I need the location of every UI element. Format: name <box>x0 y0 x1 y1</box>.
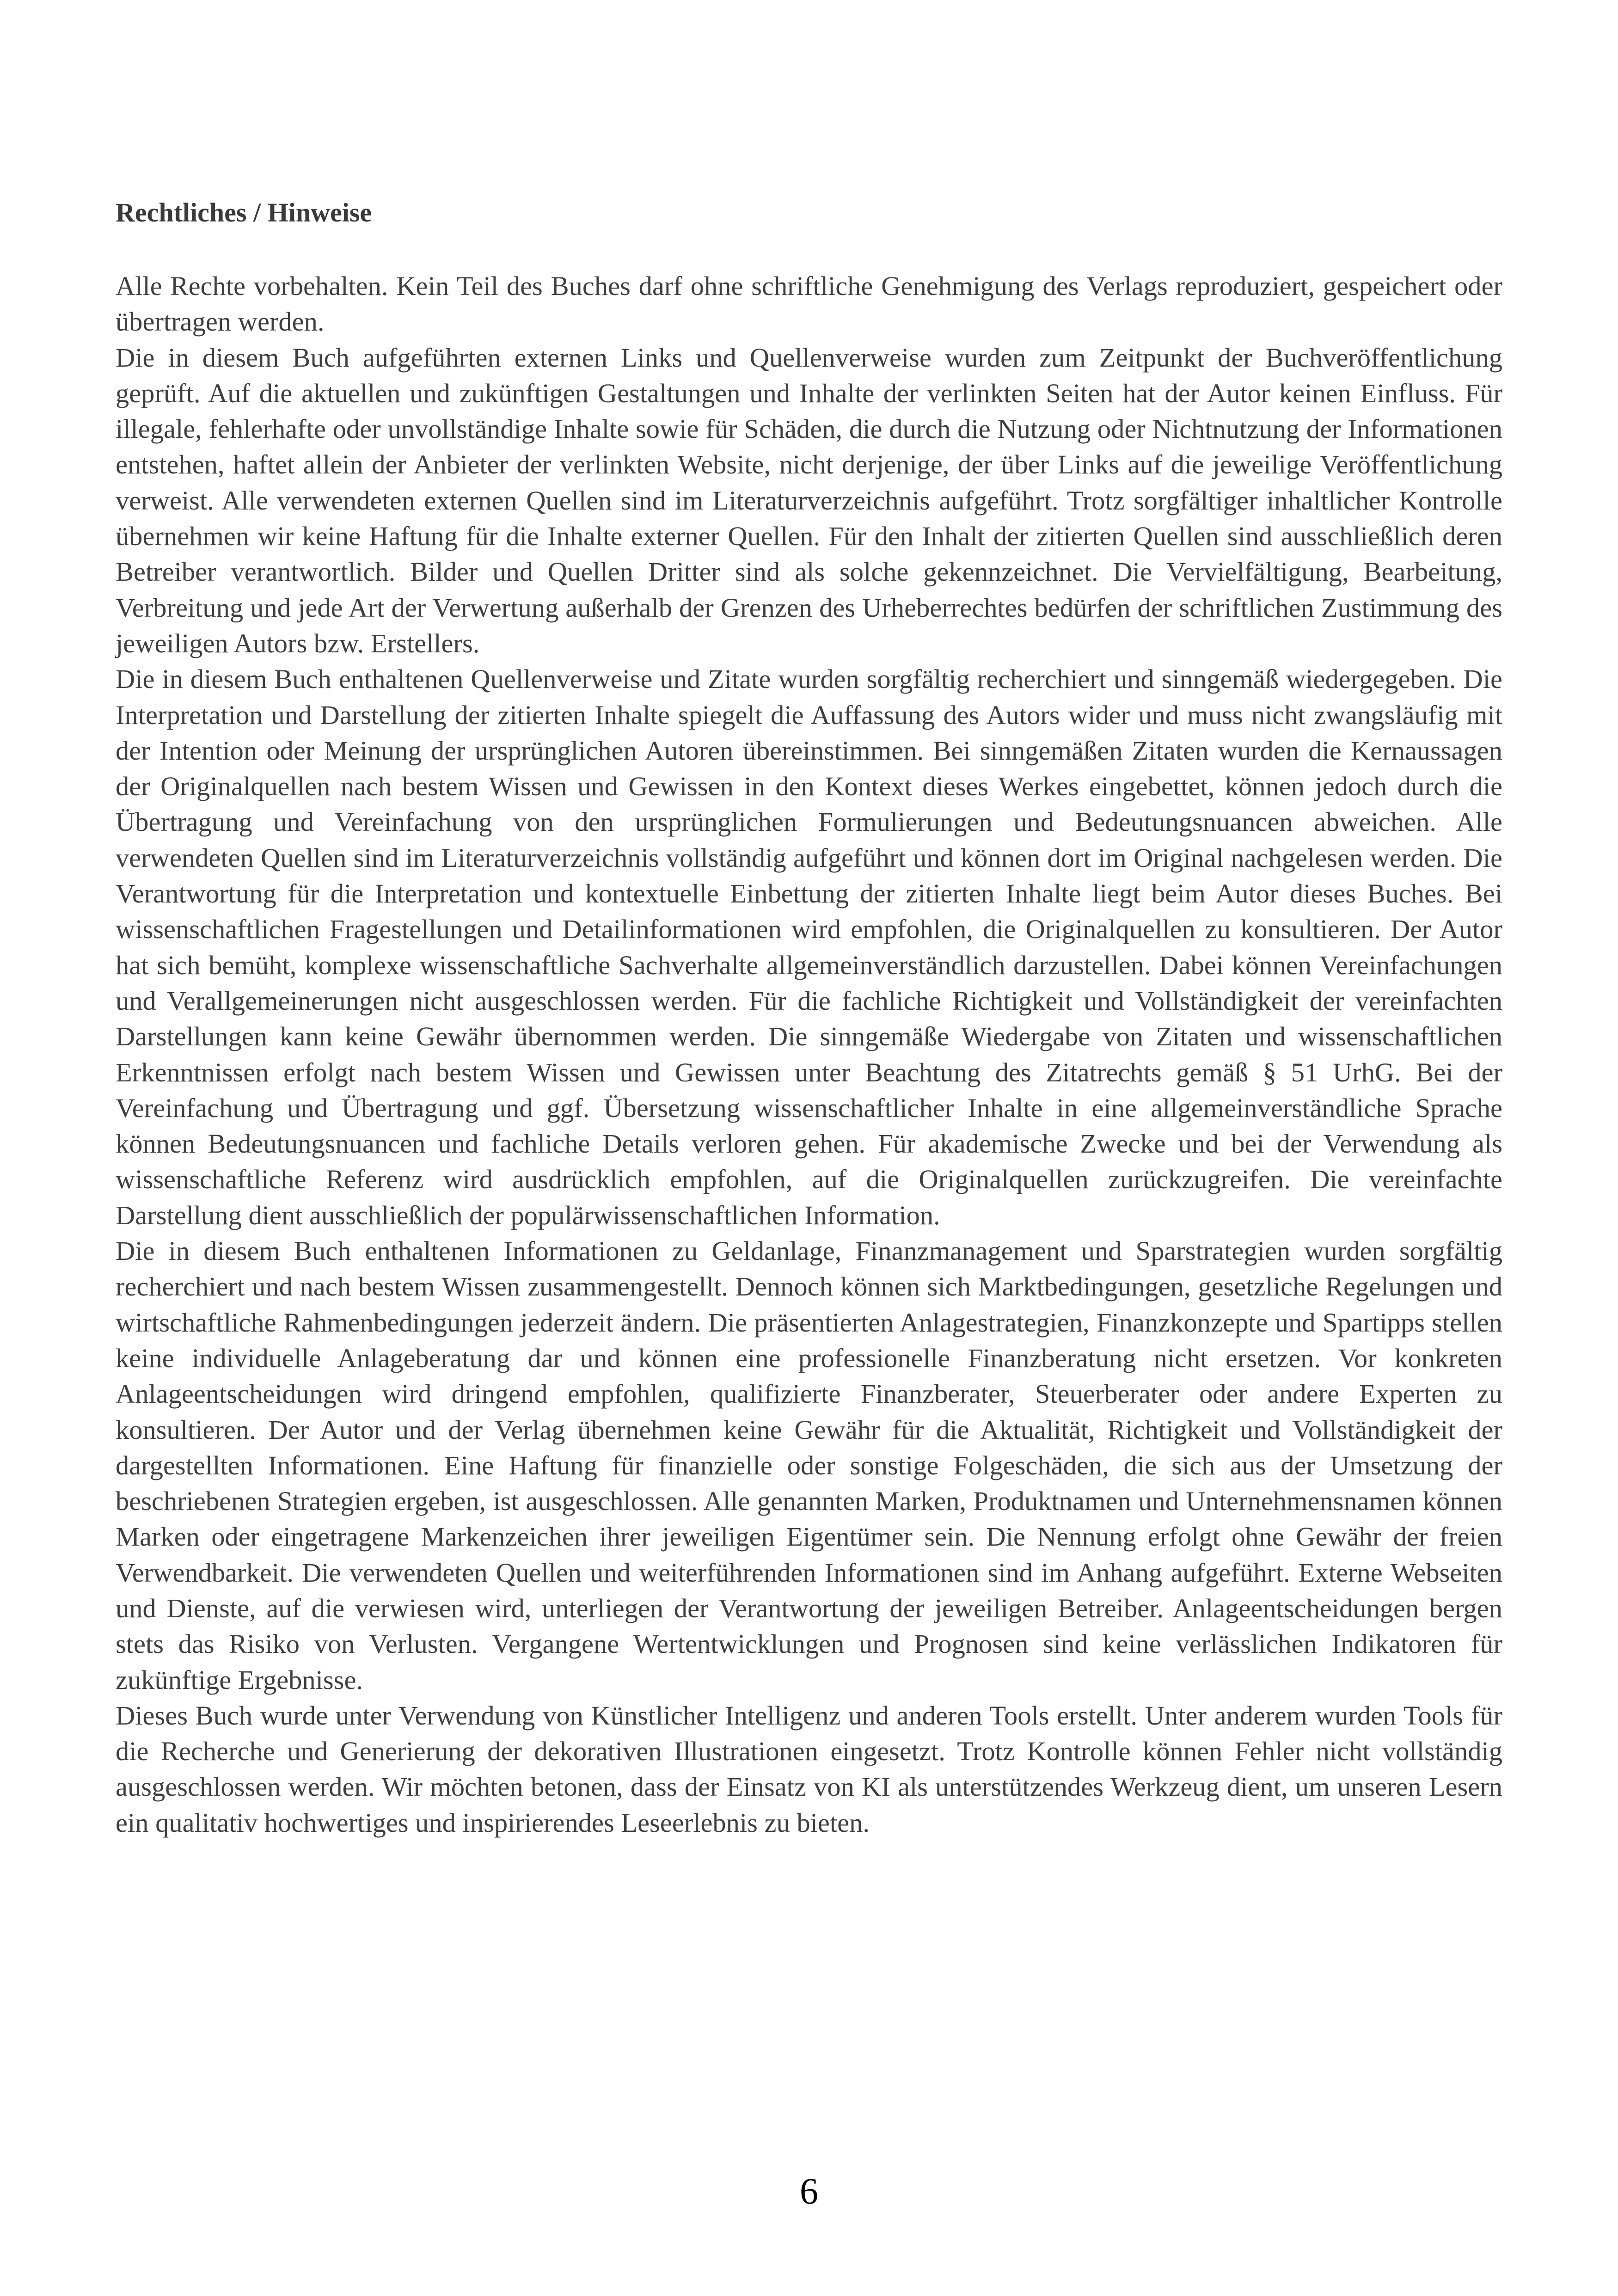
paragraph-financial-disclaimer: Die in diesem Buch enthaltenen Informationen zu Geldanlage, Finanzmanagement und Sparstrategien wurden sorgfältig recherchiert und nach bestem Wissen zusammengestellt. Dennoch können sich Marktbedingungen, gesetzliche Regelungen und wirtschaftliche Rahmenbedingungen jederzeit ändern. Die präsentierten Anlagestrategien, Finanzkonzepte und Spartipps stellen keine individuelle Anlageberatung dar und können eine professionelle Finanzberatung nicht ersetzen. Vor konkreten Anlageentscheidungen wird dringend empfohlen, qualifizierte Finanzberater, Steuerberater oder andere Experten zu konsultieren. Der Autor und der Verlag übernehmen keine Gewähr für die Aktualität, Richtigkeit und Vollständigkeit der dargestellten Informationen. Eine Haftung für finanzielle oder sonstige Folgeschäden, die sich aus der Umsetzung der beschriebenen Strategien ergeben, ist ausgeschlossen. Alle genannten Marken, Produktnamen und Unternehmensnamen können Marken oder eingetragene Markenzeichen ihrer jeweiligen Eigentümer sein. Die Nennung erfolgt ohne Gewähr der freien Verwendbarkeit. Die verwendeten Quellen und weiterführenden Informationen sind im Anhang aufgeführt. Externe Webseiten und Dienste, auf die verwiesen wird, unterliegen der Verantwortung der jeweiligen Betreiber. Anlageentscheidungen bergen stets das Risiko von Verlusten. Vergangene Wertentwicklungen und Prognosen sind keine verlässlichen Indikatoren für zukünftige Ergebnisse. <box>116 1236 1502 1695</box>
page-number: 6 <box>800 2171 818 2212</box>
section-heading: Rechtliches / Hinweise <box>116 197 372 227</box>
paragraph-copyright: Alle Rechte vorbehalten. Kein Teil des Buches darf ohne schriftliche Genehmigung des Verlags reproduziert, gespeichert oder übertragen werden. <box>116 271 1502 337</box>
legal-notice-section <box>116 194 1502 1841</box>
paragraph-ai-notice: Dieses Buch wurde unter Verwendung von Künstlicher Intelligenz und anderen Tools erstellt. Unter anderem wurden Tools für die Recherche und Generierung der dekorativen Illustrationen eingesetzt. Trotz Kontrolle können Fehler nicht vollständig ausgeschlossen werden. Wir möchten betonen, dass der Einsatz von KI als unterstützendes Werkzeug dient, um unseren Lesern ein qualitativ hochwertiges und inspirierendes Leseerlebnis zu bieten. <box>116 1700 1502 1838</box>
paragraph-citations: Die in diesem Buch enthaltenen Quellenverweise und Zitate wurden sorgfältig recherchiert und sinngemäß wiedergegeben. Die Interpretation und Darstellung der zitierten Inhalte spiegelt die Auffassung des Autors wider und muss nicht zwangsläufig mit der Intention oder Meinung der ursprünglichen Autoren übereinstimmen. Bei sinngemäßen Zitaten wurden die Kernaussagen der Originalquellen nach bestem Wissen und Gewissen in den Kontext dieses Werkes eingebettet, können jedoch durch die Übertragung und Vereinfachung von den ursprünglichen Formulierungen und Bedeutungsnuancen abweichen. Alle verwendeten Quellen sind im Literaturverzeichnis vollständig aufgeführt und können dort im Original nachgelesen werden. Die Verantwortung für die Interpretation und kontextuelle Einbettung der zitierten Inhalte liegt beim Autor dieses Buches. Bei wissenschaftlichen Fragestellungen und Detailinformationen wird empfohlen, die Originalquellen zu konsultieren. Der Autor hat sich bemüht, komplexe wissenschaftliche Sachverhalte allgemeinverständlich darzustellen. Dabei können Vereinfachungen und Verallgemeinerungen nicht ausgeschlossen werden. Für die fachliche Richtigkeit und Vollständigkeit der vereinfachten Darstellungen kann keine Gewähr übernommen werden. Die sinngemäße Wiedergabe von Zitaten und wissenschaftlichen Erkenntnissen erfolgt nach bestem Wissen und Gewissen unter Beachtung des Zitatrechts gemäß § 51 UrhG. Bei der Vereinfachung und Übertragung und ggf. Übersetzung wissenschaftlicher Inhalte in eine allgemeinverständliche Sprache können Bedeutungsnuancen und fachliche Details verloren gehen. Für akademische Zwecke und bei der Verwendung als wissenschaftliche Referenz wird ausdrücklich empfohlen, auf die Originalquellen zurückzugreifen. Die vereinfachte Darstellung dient ausschließlich der populärwissenschaftlichen Information. <box>116 664 1502 1230</box>
paragraph-external-links: Die in diesem Buch aufgeführten externen Links und Quellenverweise wurden zum Zeitpunkt der Buchveröffentlichung geprüft. Auf die aktuellen und zukünftigen Gestaltungen und Inhalte der verlinkten Seiten hat der Autor keinen Einfluss. Für illegale, fehlerhafte oder unvollständige Inhalte sowie für Schäden, die durch die Nutzung oder Nichtnutzung der Informationen entstehen, haftet allein der Anbieter der verlinkten Website, nicht derjenige, der über Links auf die jeweilige Veröffentlichung verweist. Alle verwendeten externen Quellen sind im Literaturverzeichnis aufgeführt. Trotz sorgfältiger inhaltlicher Kontrolle übernehmen wir keine Haftung für die Inhalte externer Quellen. Für den Inhalt der zitierten Quellen sind ausschließlich deren Betreiber verantwortlich. Bilder und Quellen Dritter sind als solche gekennzeichnet. Die Vervielfältigung, Bearbeitung, Verbreitung und jede Art der Verwertung außerhalb der Grenzen des Urheberrechtes bedürfen der schriftlichen Zustimmung des jeweiligen Autors bzw. Erstellers. <box>116 342 1502 658</box>
